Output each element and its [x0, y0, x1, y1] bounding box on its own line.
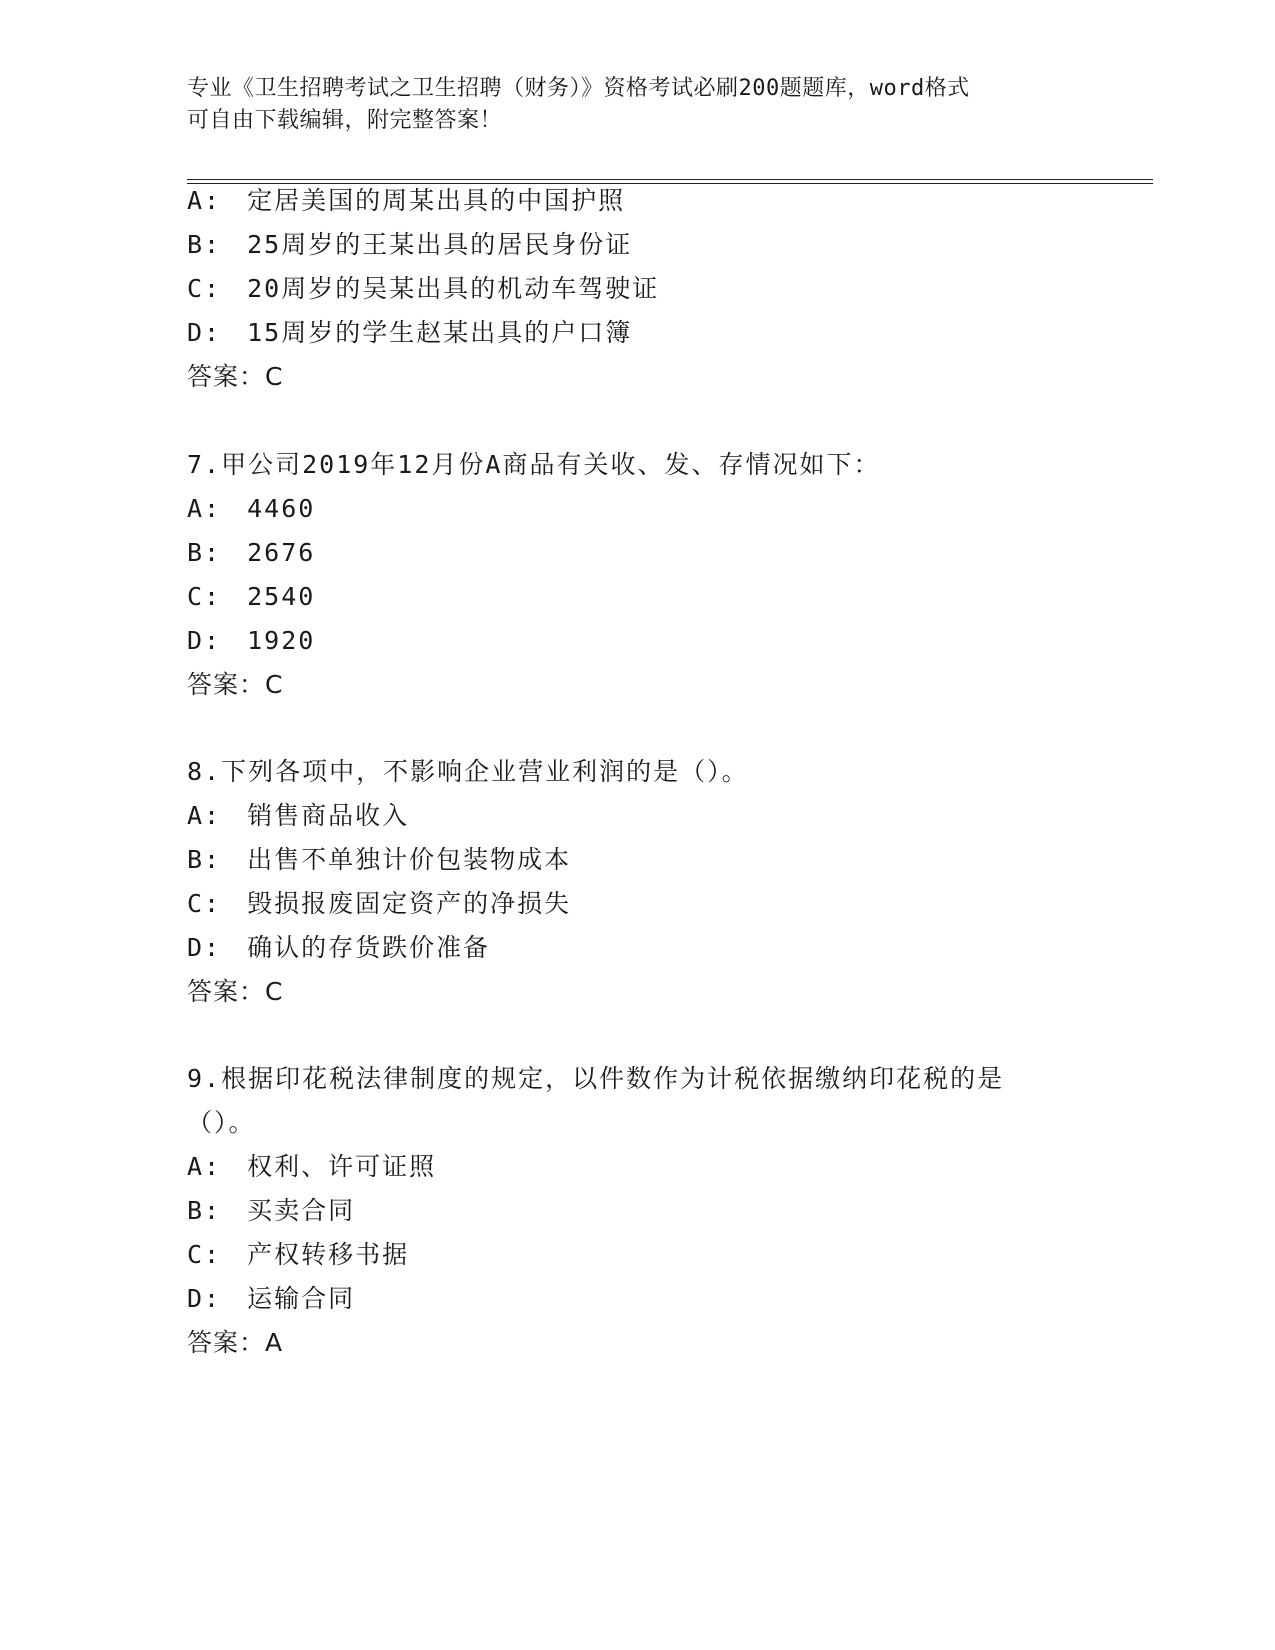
q7-stem: 7.甲公司2019年12月份A商品有关收、发、存情况如下： — [187, 450, 881, 479]
q8-answer: 答案：C — [187, 977, 284, 1006]
q9-stem-line-1: 9.根据印花税法律制度的规定，以件数作为计税依据缴纳印花税的是 — [187, 1064, 1005, 1093]
q6-option-a: A: 定居美国的周某出具的中国护照 — [187, 186, 626, 215]
q9-option-b: B: 买卖合同 — [187, 1196, 356, 1225]
q6-answer: 答案：C — [187, 362, 284, 391]
header-line-1: 专业《卫生招聘考试之卫生招聘（财务）》资格考试必刷200题题库，word格式 — [187, 76, 970, 101]
q7-answer: 答案：C — [187, 670, 284, 699]
q9-answer: 答案：A — [187, 1328, 284, 1357]
q8-option-c: C: 毁损报废固定资产的净损失 — [187, 889, 572, 918]
header-line-2: 可自由下载编辑，附完整答案！ — [187, 108, 503, 133]
q8-option-a: A: 销售商品收入 — [187, 801, 410, 830]
q8-stem: 8.下列各项中，不影响企业营业利润的是（）。 — [187, 757, 749, 786]
q7-option-a: A: 4460 — [187, 494, 316, 523]
q9-option-d: D: 运输合同 — [187, 1284, 356, 1313]
q7-option-d: D: 1920 — [187, 626, 316, 655]
document-header — [187, 73, 1067, 137]
q6-option-c: C: 20周岁的吴某出具的机动车驾驶证 — [187, 274, 660, 303]
q9-option-c: C: 产权转移书据 — [187, 1240, 410, 1269]
q9-option-a: A: 权利、许可证照 — [187, 1152, 437, 1181]
q7-option-b: B: 2676 — [187, 538, 316, 567]
q8-option-b: B: 出售不单独计价包装物成本 — [187, 845, 572, 874]
q9-stem-line-2: （）。 — [187, 1108, 256, 1137]
q6-option-b: B: 25周岁的王某出具的居民身份证 — [187, 230, 633, 259]
q7-option-c: C: 2540 — [187, 582, 316, 611]
q6-option-d: D: 15周岁的学生赵某出具的户口簿 — [187, 318, 633, 347]
q8-option-d: D: 确认的存货跌价准备 — [187, 933, 491, 962]
